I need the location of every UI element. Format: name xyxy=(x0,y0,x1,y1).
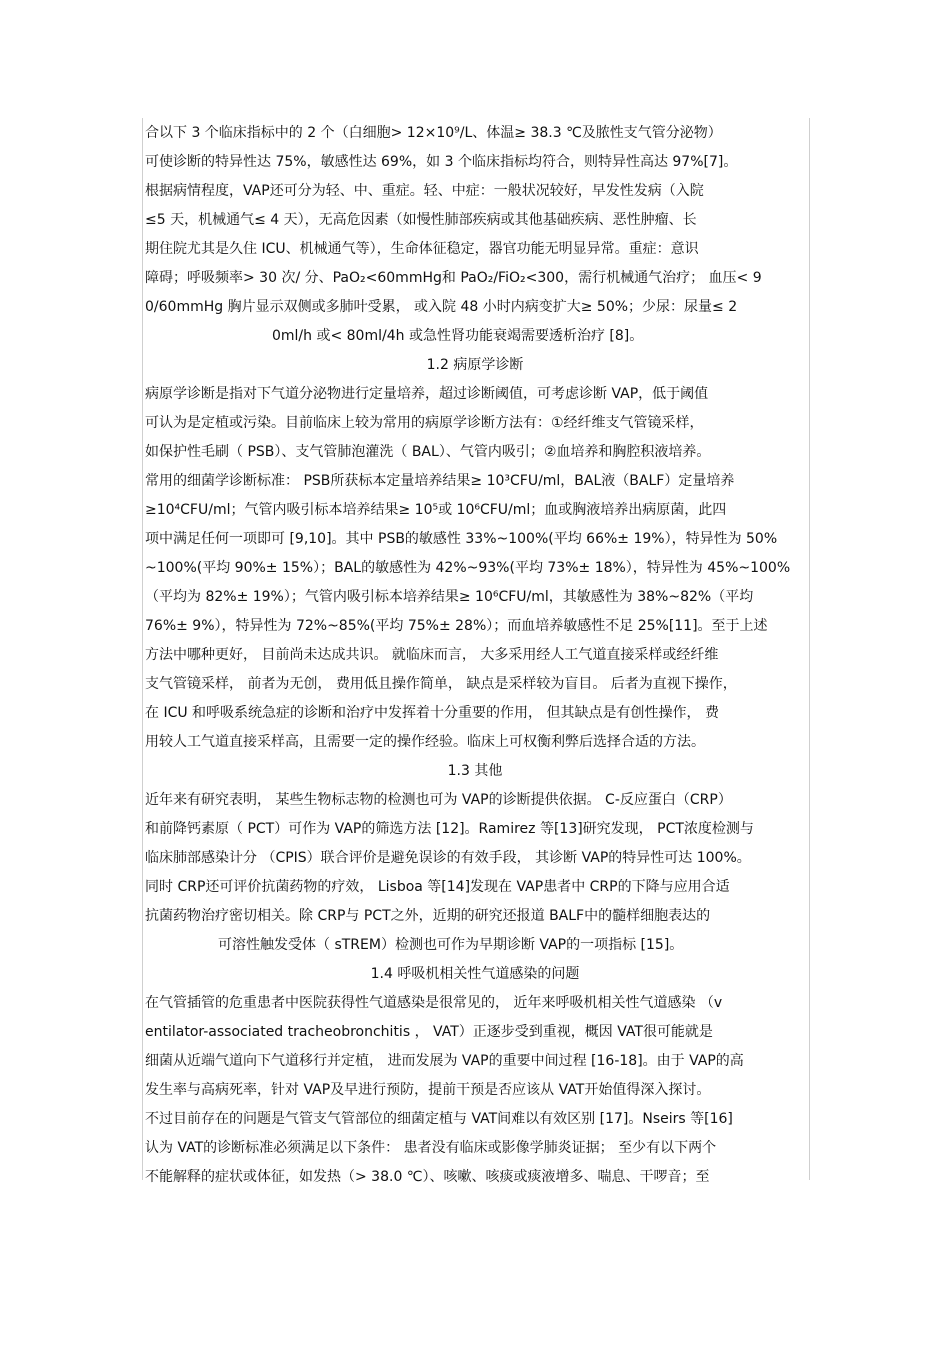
text-line: 发生率与高病死率，针对 VAP及早进行预防，提前干预是否应该从 VAT开始值得深入探讨。 xyxy=(145,1082,711,1098)
text-line: 不过目前存在的问题是气管支气管部位的细菌定植与 VAT间难以有效区别 [17]。Nseirs 等[16] xyxy=(145,1111,733,1127)
text-line: 近年来有研究表明， 某些生物标志物的检测也可为 VAP的诊断提供依据。 C-反应蛋白（CRP） xyxy=(145,792,732,808)
text-line: 期住院尤其是久住 ICU、机械通气等），生命体征稳定，器官功能无明显异常。重症：意识 xyxy=(145,241,699,257)
text-line: 根据病情程度，VAP还可分为轻、中、重症。轻、中症：一般状况较好，早发性发病（入院 xyxy=(145,183,704,199)
text-line: 障碍；呼吸频率> 30 次/ 分、PaO₂<60mmHg和 PaO₂/FiO₂<300，需行机械通气治疗； 血压< 9 xyxy=(145,270,762,286)
text-line: 项中满足任何一项即可 [9,10]。其中 PSB的敏感性 33%~100%(平均 66%± 19%），特异性为 50% xyxy=(145,531,778,547)
text-line: 不能解释的症状或体征，如发热（> 38.0 ℃）、咳嗽、咳痰或痰液增多、喘息、干啰音；至 xyxy=(145,1169,710,1185)
text-line: 常用的细菌学诊断标准： PSB所获标本定量培养结果≥ 10³CFU/ml，BAL液（BALF）定量培养 xyxy=(145,473,735,489)
text-line: 如保护性毛刷（ PSB）、支气管肺泡灌洗（ BAL）、气管内吸引；②血培养和胸腔积液培养。 xyxy=(145,444,711,460)
text-line: 细菌从近端气道向下气道移行并定植， 进而发展为 VAP的重要中间过程 [16-18]。由于 VAP的高 xyxy=(145,1053,744,1069)
text-line: （平均为 82%± 19%）；气管内吸引标本培养结果≥ 10⁶CFU/ml，其敏感性为 38%~82%（平均 xyxy=(145,589,754,605)
text-line: ≤5 天，机械通气≤ 4 天），无高危因素（如慢性肺部疾病或其他基础疾病、恶性肿瘤、长 xyxy=(145,212,697,228)
text-line: 可溶性触发受体（ sTREM）检测也可作为早期诊断 VAP的一项指标 [15]。 xyxy=(218,937,684,953)
text-line: 0/60mmHg 胸片显示双侧或多肺叶受累， 或入院 48 小时内病变扩大≥ 50%；少尿：尿量≤ 2 xyxy=(145,299,738,315)
text-line: 方法中哪种更好， 目前尚未达成共识。 就临床而言， 大多采用经人工气道直接采样或经纤维 xyxy=(145,647,719,663)
text-line: 和前降钙素原（ PCT）可作为 VAP的筛选方法 [12]。Ramirez 等[13]研究发现， PCT浓度检测与 xyxy=(145,821,754,837)
text-line: 在气管插管的危重患者中医院获得性气道感染是很常见的， 近年来呼吸机相关性气道感染 （v xyxy=(145,995,723,1011)
text-line: entilator-associated tracheobronchitis ， VAT）正逐步受到重视，概因 VAT很可能就是 xyxy=(145,1024,713,1040)
text-line: 用较人工气道直接采样高，且需要一定的操作经验。临床上可权衡利弊后选择合适的方法。 xyxy=(145,734,705,750)
text-line: ~100%(平均 90%± 15%）；BAL的敏感性为 42%~93%(平均 73%± 18%），特异性为 45%~100% xyxy=(145,560,791,576)
text-line: 认为 VAT的诊断标准必须满足以下条件： 患者没有临床或影像学肺炎证据； 至少有以下两个 xyxy=(145,1140,717,1156)
text-line: 在 ICU 和呼吸系统急症的诊断和治疗中发挥着十分重要的作用， 但其缺点是有创性操作， 费 xyxy=(145,705,719,721)
text-line: 支气管镜采样， 前者为无创， 费用低且操作简单， 缺点是采样较为盲目。 后者为直视下操作， xyxy=(145,676,737,692)
text-line: 病原学诊断是指对下气道分泌物进行定量培养，超过诊断阈值，可考虑诊断 VAP，低于阈值 xyxy=(145,386,709,402)
section-heading: 1.4 呼吸机相关性气道感染的问题 xyxy=(370,966,580,982)
text-line: 临床肺部感染计分 （CPIS）联合评价是避免误诊的有效手段， 其诊断 VAP的特异性可达 100%。 xyxy=(145,850,751,866)
section-heading: 1.3 其他 xyxy=(447,763,503,779)
text-line: 合以下 3 个临床指标中的 2 个（白细胞> 12×10⁹/L、体温≥ 38.3 ℃及脓性支气管分泌物） xyxy=(145,125,722,141)
text-line: 同时 CRP还可评价抗菌药物的疗效， Lisboa 等[14]发现在 VAP患者中 CRP的下降与应用合适 xyxy=(145,879,730,895)
text-line: 可认为是定植或污染。目前临床上较为常用的病原学诊断方法有：①经纤维支气管镜采样， xyxy=(145,415,704,431)
text-line: 76%± 9%），特异性为 72%~85%(平均 75%± 28%）；而血培养敏感性不足 25%[11]。至于上述 xyxy=(145,618,768,634)
text-line: 抗菌药物治疗密切相关。除 CRP与 PCT之外，近期的研究还报道 BALF中的髓样细胞表达的 xyxy=(145,908,711,924)
text-line: 0ml/h 或< 80ml/4h 或急性肾功能衰竭需要透析治疗 [8]。 xyxy=(272,328,644,344)
section-heading: 1.2 病原学诊断 xyxy=(426,357,524,373)
text-line: ≥10⁴CFU/ml；气管内吸引标本培养结果≥ 10⁵或 10⁶CFU/ml；血或胸液培养出病原菌，此四 xyxy=(145,502,727,518)
text-line: 可使诊断的特异性达 75%，敏感性达 69%，如 3 个临床指标均符合，则特异性高达 97%[7]。 xyxy=(145,154,738,170)
